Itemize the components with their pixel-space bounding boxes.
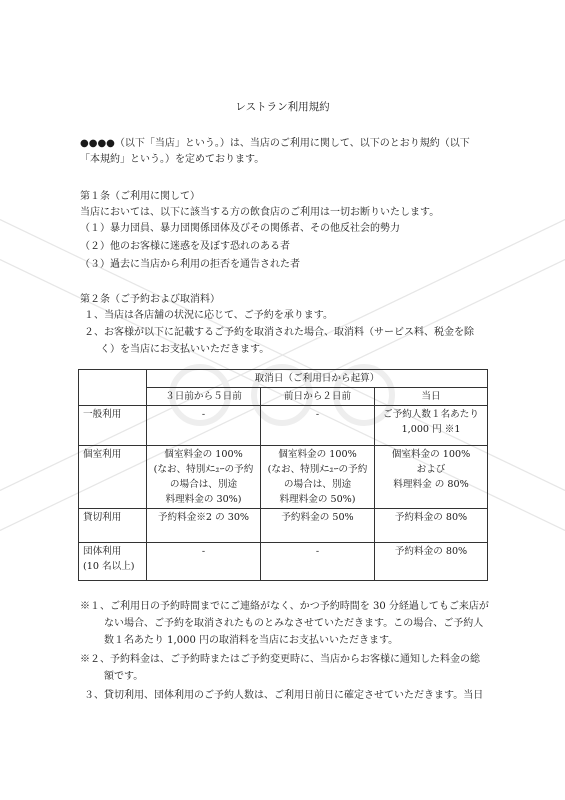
fee-cell-line: の場合は、別途 [283, 479, 352, 490]
fee-cell [375, 446, 488, 509]
fee-cell [375, 509, 488, 543]
row-label: 個室利用 [83, 449, 122, 460]
fee-cell [261, 509, 375, 543]
fee-cell [147, 509, 261, 543]
note-2-line-2: 額です。 [104, 671, 144, 682]
article2-item-3: ３、貸切利用、団体利用のご予約人数は、ご利用日前日に確定させていただきます。当日 [84, 690, 484, 701]
fee-cell-line: ご予約人数１名あたり [383, 409, 479, 420]
fee-cell-line: および [416, 464, 446, 475]
row-label: (10 名以上) [83, 561, 135, 572]
row-label-cell [79, 446, 147, 509]
article2-heading: 第２条（ご予約および取消料） [80, 294, 220, 305]
fee-cell-line: の場合は、別途 [169, 479, 238, 490]
article2-item-2-cont: く）を当店にお支払いいただきます。 [100, 344, 270, 355]
fee-cell-line: - [201, 546, 206, 557]
fee-cell [147, 543, 261, 581]
article2-item-1: １、当店は各店舗の状況に応じて、ご予約を承ります。 [84, 310, 333, 321]
note-2-line-1: ※２、予約料金は、ご予約時またはご予約変更時に、当店からお客様に通知した料金の総 [80, 654, 480, 665]
table-row [79, 446, 488, 509]
fee-cell-line: - [315, 409, 320, 420]
row-label: 貸切利用 [83, 512, 122, 523]
column-header: 当日 [375, 388, 488, 406]
fee-cell-line: 予約料金※2 の 30% [157, 512, 250, 523]
fee-cell [375, 543, 488, 581]
table-row [79, 509, 488, 543]
column-header: ３日前から５日前 [147, 388, 261, 406]
intro-line-2: 「本規約」という。）を定めております。 [80, 154, 265, 165]
fee-cell [261, 543, 375, 581]
fee-cell-line: - [315, 546, 320, 557]
table-group-header: 取消日（ご利用日から起算） [147, 370, 488, 388]
fee-cell [147, 406, 261, 446]
fee-cell-line: 料理料金の 50%) [279, 494, 356, 505]
fee-cell [261, 446, 375, 509]
article1-item-1: （１）暴力団員、暴力団関係団体及びその関係者、その他反社会的勢力 [80, 223, 400, 234]
fee-cell [147, 446, 261, 509]
row-label: 団体利用 [83, 546, 122, 557]
cancellation-fee-table [78, 369, 488, 581]
fee-cell-line: 予約料金の 50% [281, 512, 354, 523]
fee-cell-line: (なお、特別ﾒﾆｭｰの予約 [267, 464, 368, 475]
article1-body: 当店においては、以下に該当する方の飲食店のご利用は一切お断りいたします。 [80, 207, 440, 218]
fee-cell-line: 料理料金 の 80% [393, 479, 469, 490]
table-header-row [79, 370, 488, 388]
fee-cell-line: 予約料金の 80% [394, 512, 468, 523]
table-row [79, 543, 488, 581]
row-label-cell [79, 406, 147, 446]
fee-cell [375, 406, 488, 446]
article1-heading: 第１条（ご利用に関して） [80, 191, 200, 202]
article2-item-2: ２、お客様が以下に記載するご予約を取消された場合、取消料（サービス料、税金を除 [84, 327, 474, 338]
intro-line-1: ●●●●（以下「当店」という。）は、当店のご利用に関して、以下のとおり規約（以下 [80, 138, 470, 149]
fee-cell-line: 個室料金の 100% [278, 449, 357, 460]
fee-cell-line: 予約料金の 80% [394, 546, 468, 557]
article1-item-3: （３）過去に当店から利用の拒否を通告された者 [80, 259, 300, 270]
fee-cell-line: (なお、特別ﾒﾆｭｰの予約 [153, 464, 254, 475]
column-header: 前日から２日前 [261, 388, 375, 406]
fee-cell-line: 個室料金の 100% [164, 449, 243, 460]
row-label-cell [79, 543, 147, 581]
note-1-line-2: ない場合、ご予約を取消されたものとみなさせていただきます。この場合、ご予約人 [104, 618, 484, 629]
row-label-cell [79, 509, 147, 543]
table-row [79, 406, 488, 446]
table-corner-cell [79, 370, 147, 406]
row-label: 一般利用 [83, 409, 122, 420]
fee-cell-line: 料理料金の 30%) [165, 494, 242, 505]
document-title: レストラン利用規約 [235, 101, 330, 113]
note-1-line-1: ※１、ご利用日の予約時間までにご連絡がなく、かつ予約時間を 30 分経過してもご来店が [80, 601, 489, 612]
fee-cell [261, 406, 375, 446]
note-1-line-3: 数１名あたり 1,000 円の取消料を当店にお支払いいただきます。 [104, 635, 399, 646]
fee-cell-line: - [201, 409, 206, 420]
fee-cell-line: 1,000 円 ※1 [401, 424, 461, 435]
fee-cell-line: 個室料金の 100% [391, 449, 471, 460]
article1-item-2: （２）他のお客様に迷惑を及ぼす恐れのある者 [80, 241, 290, 252]
